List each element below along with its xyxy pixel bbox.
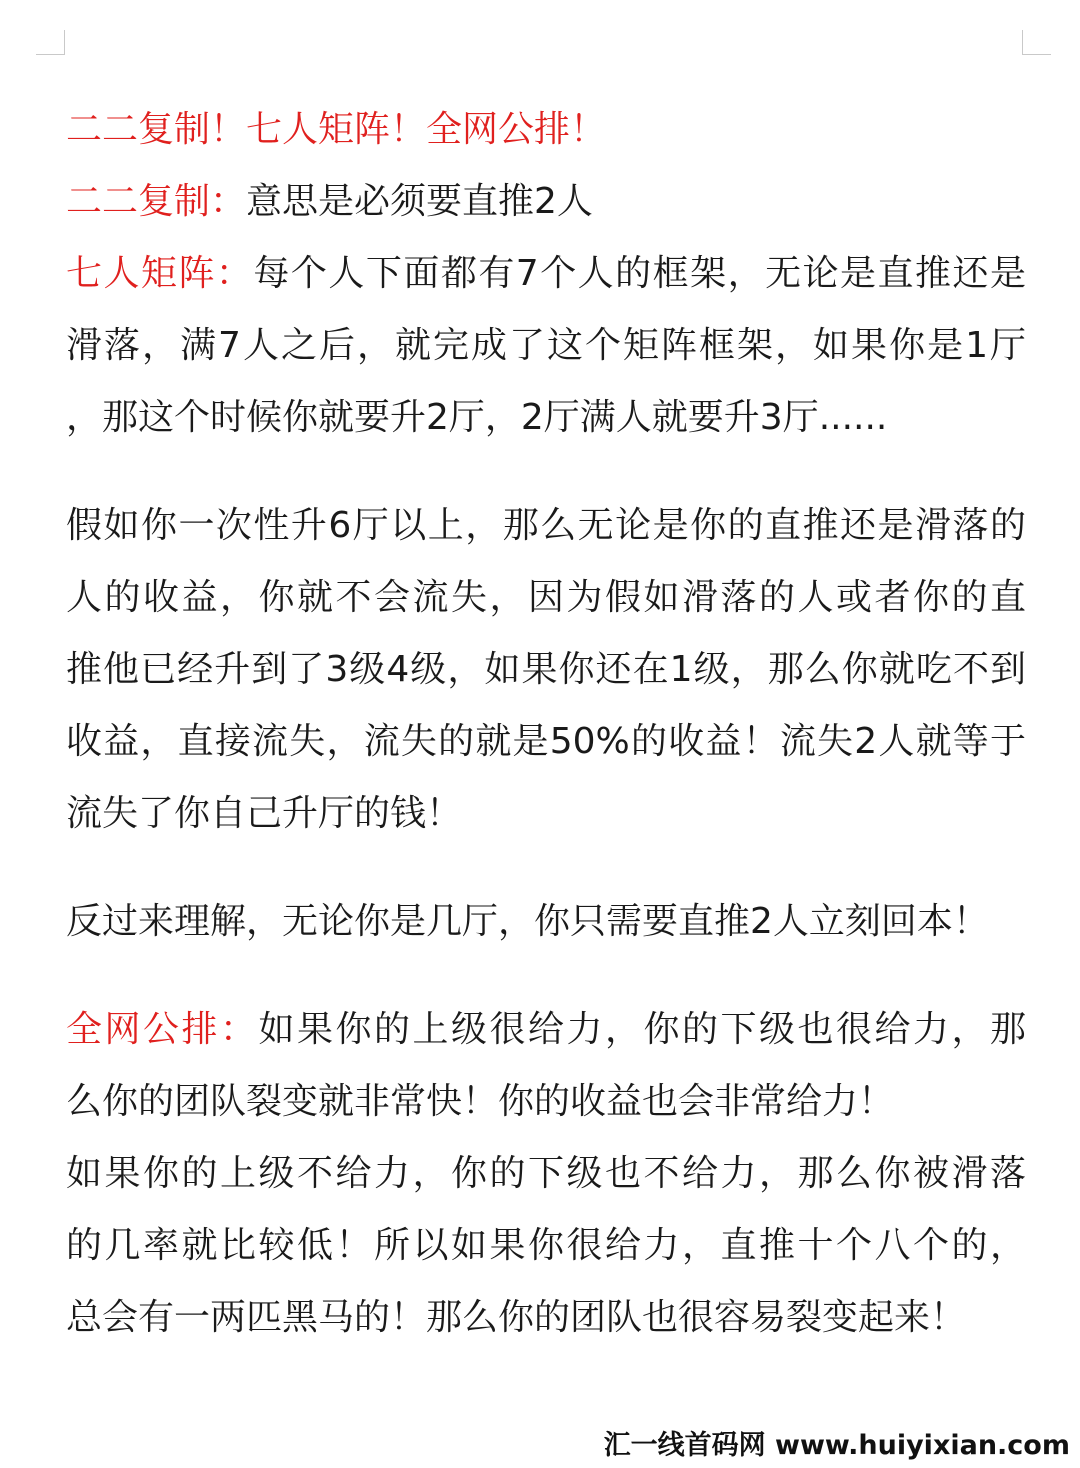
paragraph-matrix-line-3: ，那这个时候你就要升2厅，2厅满人就要升3厅......: [66, 397, 888, 438]
paragraph-duplicate: [66, 166, 1026, 238]
paragraph-public-line-2: 么你的团队裂变就非常快！你的收益也会非常给力！: [66, 1081, 895, 1122]
paragraph-upgrade-line-2: 人的收益，你就不会流失，因为假如滑落的人或者你的直: [66, 577, 1026, 618]
paragraph-gap: [66, 850, 1026, 886]
text-public-1: 如果你的上级很给力，你的下级也很给力，那: [258, 1009, 1026, 1050]
heading-line: 二二复制！七人矩阵！全网公排！: [66, 109, 607, 150]
document-body: [66, 94, 1026, 1354]
text-matrix-1: 每个人下面都有7个人的框架，无论是直推还是: [253, 253, 1026, 294]
paragraph-reverse-line-1: 反过来理解，无论你是几厅，你只需要直推2人立刻回本！: [66, 901, 989, 942]
paragraph-public-line-4: 的几率就比较低！所以如果你很给力，直推十个八个的，: [66, 1225, 1026, 1266]
page-corner-mark-top-left: [36, 30, 65, 55]
label-matrix: 七人矩阵：: [66, 253, 254, 294]
paragraph-public-line-3: 如果你的上级不给力，你的下级也不给力，那么你被滑落: [66, 1153, 1026, 1194]
paragraph-public-line-5: 总会有一两匹黑马的！那么你的团队也很容易裂变起来！: [66, 1297, 967, 1338]
paragraph-gap: [66, 454, 1026, 490]
paragraph-upgrade-line-4: 收益，直接流失，流失的就是50%的收益！流失2人就等于: [66, 721, 1026, 762]
label-public: 全网公排：: [66, 1009, 259, 1050]
paragraph-public-line-1: [66, 994, 1026, 1066]
paragraph-upgrade-line-3: 推他已经升到了3级4级，如果你还在1级，那么你就吃不到: [66, 649, 1026, 690]
paragraph-upgrade-line-5: 流失了你自己升厅的钱！: [66, 793, 463, 834]
paragraph-matrix-line-1: [66, 238, 1026, 310]
page-corner-mark-top-right: [1022, 30, 1051, 55]
text-duplicate: 意思是必须要直推2人: [246, 181, 593, 222]
paragraph-matrix-line-2: 滑落，满7人之后，就完成了这个矩阵框架，如果你是1厅: [66, 325, 1026, 366]
watermark-text: 汇一线首码网 www.huiyixian.com: [603, 1430, 1070, 1461]
paragraph-upgrade-line-1: 假如你一次性升6厅以上，那么无论是你的直推还是滑落的: [66, 505, 1026, 546]
paragraph-gap: [66, 958, 1026, 994]
label-duplicate: 二二复制：: [66, 181, 247, 222]
